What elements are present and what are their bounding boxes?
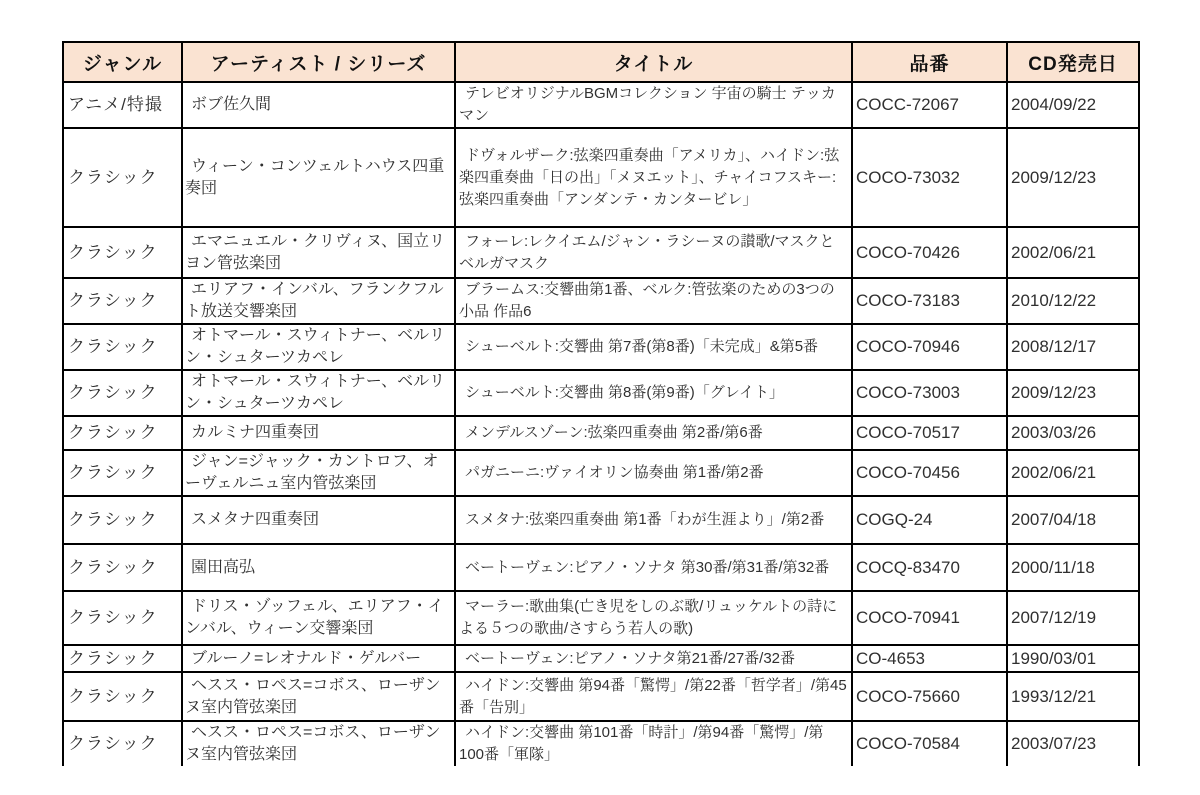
header-cell-genre: ジャンル [63,42,182,82]
artist-cell: エマニュエル・クリヴィヌ、国立リヨン管弦楽団 [182,227,455,278]
artist-cell: ドリス・ゾッフェル、エリアフ・インバル、ウィーン交響楽団 [182,591,455,645]
artist-cell: オトマール・スウィトナー、ベルリン・シュターツカペレ [182,370,455,416]
header-cell-catalog: 品番 [852,42,1007,82]
artist-cell: 園田高弘 [182,544,455,591]
artist-cell: ブルーノ=レオナルド・ゲルバー [182,645,455,672]
title-cell: シューベルト:交響曲 第8番(第9番)「グレイト」 [455,370,852,416]
release-date-cell: 2009/12/23 [1007,370,1139,416]
genre-cell: クラシック [63,645,182,672]
genre-cell: クラシック [63,450,182,496]
genre-cell: クラシック [63,227,182,278]
artist-cell: カルミナ四重奏団 [182,416,455,450]
table-row [63,278,1139,324]
release-date-cell: 2010/12/22 [1007,278,1139,324]
catalog-cell: COCO-70941 [852,591,1007,645]
table-row [63,416,1139,450]
release-date-cell: 2008/12/17 [1007,324,1139,370]
artist-cell: スメタナ四重奏団 [182,496,455,544]
genre-cell: クラシック [63,324,182,370]
catalog-cell: COGQ-24 [852,496,1007,544]
catalog-cell: COCO-73183 [852,278,1007,324]
release-date-cell: 1990/03/01 [1007,645,1139,672]
release-date-cell: 1993/12/21 [1007,672,1139,721]
title-cell: フォーレ:レクイエム/ジャン・ラシーヌの讃歌/マスクとベルガマスク [455,227,852,278]
catalog-cell: COCO-73032 [852,128,1007,227]
genre-cell: クラシック [63,128,182,227]
catalog-cell: COCO-70456 [852,450,1007,496]
catalog-cell: COCQ-83470 [852,544,1007,591]
artist-cell: オトマール・スウィトナー、ベルリン・シュターツカペレ [182,324,455,370]
table-row [63,591,1139,645]
title-cell: ドヴォルザーク:弦楽四重奏曲「アメリカ」、ハイドン:弦楽四重奏曲「日の出」「メヌエット」、チャイコフスキー:弦楽四重奏曲「アンダンテ・カンタービレ」 [455,128,852,227]
catalog-cell: COCO-70517 [852,416,1007,450]
catalog-cell: COCO-70584 [852,721,1007,766]
artist-cell: エリアフ・インバル、フランクフルト放送交響楽団 [182,278,455,324]
catalog-cell: COCC-72067 [852,82,1007,128]
title-cell: ベートーヴェン:ピアノ・ソナタ第21番/27番/32番 [455,645,852,672]
artist-cell: ウィーン・コンツェルトハウス四重奏団 [182,128,455,227]
title-cell: メンデルスゾーン:弦楽四重奏曲 第2番/第6番 [455,416,852,450]
title-cell: スメタナ:弦楽四重奏曲 第1番「わが生涯より」/第2番 [455,496,852,544]
table-row [63,82,1139,128]
title-cell: ハイドン:交響曲 第94番「驚愕」/第22番「哲学者」/第45番「告別」 [455,672,852,721]
release-date-cell: 2003/03/26 [1007,416,1139,450]
catalog-cell: COCO-75660 [852,672,1007,721]
genre-cell: クラシック [63,672,182,721]
table-row [63,645,1139,672]
artist-cell: ジャン=ジャック・カントロフ、オーヴェルニュ室内管弦楽団 [182,450,455,496]
table-row [63,450,1139,496]
title-cell: パガニーニ:ヴァイオリン協奏曲 第1番/第2番 [455,450,852,496]
release-date-cell: 2004/09/22 [1007,82,1139,128]
title-cell: ブラームス:交響曲第1番、ベルク:管弦楽のための3つの小品 作品6 [455,278,852,324]
header-cell-title: タイトル [455,42,852,82]
title-cell: マーラー:歌曲集(亡き児をしのぶ歌/リュッケルトの詩による５つの歌曲/さすらう若人の歌) [455,591,852,645]
table-row [63,324,1139,370]
genre-cell: クラシック [63,721,182,766]
catalog-cell: COCO-73003 [852,370,1007,416]
catalog-cell: CO-4653 [852,645,1007,672]
genre-cell: クラシック [63,591,182,645]
artist-cell: ボブ佐久間 [182,82,455,128]
table-row [63,496,1139,544]
cd-catalog-table [62,41,1140,766]
table-row [63,227,1139,278]
table-row [63,672,1139,721]
release-date-cell: 2002/06/21 [1007,227,1139,278]
release-date-cell: 2000/11/18 [1007,544,1139,591]
genre-cell: クラシック [63,370,182,416]
genre-cell: クラシック [63,416,182,450]
release-date-cell: 2009/12/23 [1007,128,1139,227]
header-cell-release: CD発売日 [1007,42,1139,82]
genre-cell: クラシック [63,278,182,324]
header-row [63,42,1139,82]
table-row [63,721,1139,766]
artist-cell: ヘスス・ロペス=コボス、ローザンヌ室内管弦楽団 [182,672,455,721]
artist-cell: ヘスス・ロペス=コボス、ローザンヌ室内管弦楽団 [182,721,455,766]
release-date-cell: 2003/07/23 [1007,721,1139,766]
header-cell-artist: アーティスト / シリーズ [182,42,455,82]
catalog-cell: COCO-70426 [852,227,1007,278]
title-cell: ベートーヴェン:ピアノ・ソナタ 第30番/第31番/第32番 [455,544,852,591]
table-row [63,128,1139,227]
table-row [63,370,1139,416]
release-date-cell: 2007/12/19 [1007,591,1139,645]
genre-cell: クラシック [63,544,182,591]
release-date-cell: 2007/04/18 [1007,496,1139,544]
title-cell: テレビオリジナルBGMコレクション 宇宙の騎士 テッカマン [455,82,852,128]
catalog-cell: COCO-70946 [852,324,1007,370]
title-cell: ハイドン:交響曲 第101番「時計」/第94番「驚愕」/第100番「軍隊」 [455,721,852,766]
release-date-cell: 2002/06/21 [1007,450,1139,496]
table-row [63,544,1139,591]
genre-cell: アニメ/特撮 [63,82,182,128]
genre-cell: クラシック [63,496,182,544]
title-cell: シューベルト:交響曲 第7番(第8番)「未完成」&第5番 [455,324,852,370]
table-body [63,82,1139,766]
